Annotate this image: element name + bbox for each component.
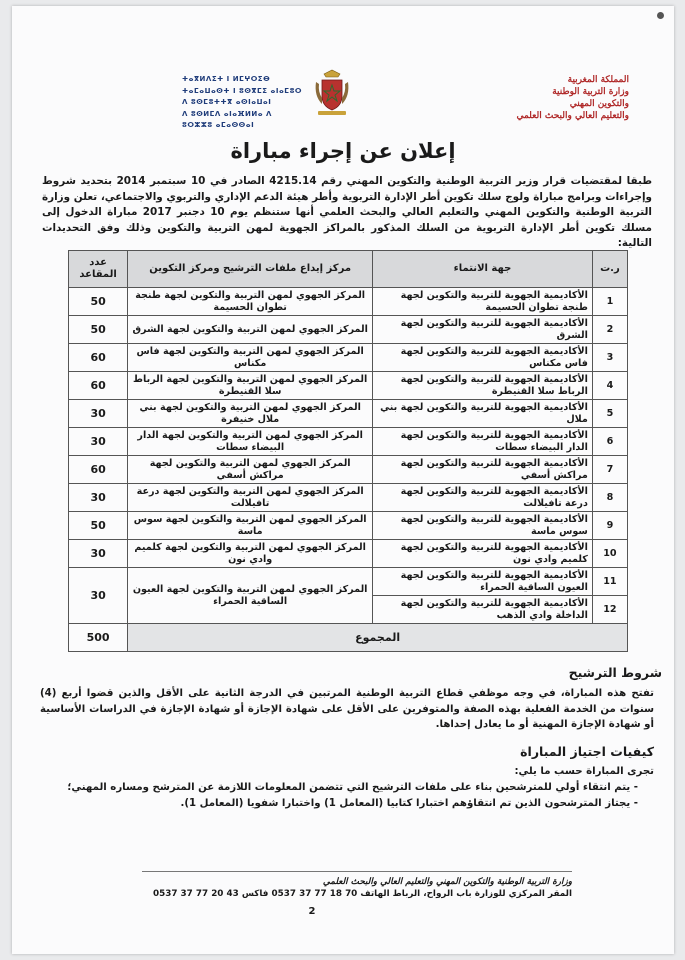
footer-address: المقر المركزي للوزارة باب الرواح، الرباط الهاتف 70 18 77 37 0537 فاكس 43 20 77 37 0537 [152,889,572,899]
academy-cell: الأكاديمية الجهوية للتربية والتكوين لجهة طنجة تطوان الحسيمة [373,288,593,316]
table-body [69,288,628,624]
table-row [69,288,628,316]
academy-cell: الأكاديمية الجهوية للتربية والتكوين لجهة كلميم وادي نون [373,540,593,568]
center-cell: المركز الجهوي لمهن التربية والتكوين لجهة الشرق [128,316,373,344]
conditions-heading: شروط الترشيح [568,665,662,680]
table-row [69,540,628,568]
document-title: إعلان عن إجراء مباراة [230,139,456,163]
table-row [69,484,628,512]
seats-cell: 30 [69,400,128,428]
intro-paragraph: طبقا لمقتضيات قرار وزير التربية الوطنية والتكوين المهني رقم 4215.14 الصادر في 10 سبتمبر 2014 بتحديد شروط وإجراءات وبرامج مباراة ولوج سلك تكوين أطر الإدارة التربوية وأطر هيئة الدعم الإداري والتربوي والاجتماعي، تعلن وزارة التربية الوطنية والتكوين المهني والتعليم العالي والبحث العلمي أنها ستنظم يوم 10 دجنبر 2017 مباراة الدخول إلى مسلك تكوين أطر الإدارة التربوية من السلك المذكور بالمراكز الجهوية لمهن التربية والتكوين وذلك وفق التحديدات التالية: [42,175,652,250]
seats-cell: 60 [69,372,128,400]
header-seats: عدد المقاعد [69,251,128,288]
academy-cell: الأكاديمية الجهوية للتربية والتكوين لجهة الرباط سلا القنيطرة [373,372,593,400]
seats-cell: 30 [69,484,128,512]
table-total-row [69,624,628,652]
header-center: مركز إيداع ملفات الترشيح ومركز التكوين [128,251,373,288]
row-number: 9 [592,512,627,540]
table-row [69,372,628,400]
academy-cell: الأكاديمية الجهوية للتربية والتكوين لجهة الدار البيضاء سطات [373,428,593,456]
academy-cell: الأكاديمية الجهوية للتربية والتكوين لجهة درعة تافيلالت [373,484,593,512]
table-row [69,428,628,456]
academy-cell: الأكاديمية الجهوية للتربية والتكوين لجهة بني ملال [373,400,593,428]
center-cell: المركز الجهوي لمهن التربية والتكوين لجهة درعة تافيلالت [128,484,373,512]
row-number: 11 [592,568,627,596]
table-row [69,316,628,344]
header-number: ر.ت [592,251,627,288]
row-number: 4 [592,372,627,400]
table-row [69,344,628,372]
center-cell: المركز الجهوي لمهن التربية والتكوين لجهة مراكش أسفي [128,456,373,484]
header-academy: جهة الانتماء [373,251,593,288]
center-cell: المركز الجهوي لمهن التربية والتكوين لجهة فاس مكناس [128,344,373,372]
center-cell: المركز الجهوي لمهن التربية والتكوين لجهة العيون الساقية الحمراء [128,568,373,624]
modalities-intro: تجرى المباراة حسب ما يلي: [514,766,654,777]
center-cell: المركز الجهوي لمهن التربية والتكوين لجهة بني ملال خنيفرة [128,400,373,428]
total-value: 500 [69,624,128,652]
row-number: 12 [592,596,627,624]
seats-cell: 50 [69,316,128,344]
seats-cell: 50 [69,288,128,316]
corner-dot [657,12,664,19]
row-number: 6 [592,428,627,456]
total-label: المجموع [128,624,628,652]
academy-cell: الأكاديمية الجهوية للتربية والتكوين لجهة الداخلة وادي الذهب [373,596,593,624]
footer-ministry: وزارة التربية الوطنية والتكوين المهني والتعليم العالي والبحث العلمي [322,877,572,887]
row-number: 2 [592,316,627,344]
table-row [69,568,628,596]
academy-cell: الأكاديمية الجهوية للتربية والتكوين لجهة الشرق [373,316,593,344]
table-row [69,400,628,428]
row-number: 1 [592,288,627,316]
coat-of-arms-icon [312,68,352,118]
academy-cell: الأكاديمية الجهوية للتربية والتكوين لجهة العيون الساقية الحمراء [373,568,593,596]
table-row [69,512,628,540]
conditions-paragraph: تفتح هذه المباراة، في وجه موظفي قطاع التربية الوطنية المرتبين في الدرجة الثانية على الأقل والذين قضوا أربع (4) سنوات من الخدمة الفعلية بهذه الصفة والمتوفرين على الأقل على شهادة الإجازة أو شهادة الإجازة في الدراسات الأساسية أو شهادة الإجازة المهنية أو ما يعادل إحداها. [40,688,654,730]
footer-divider [142,871,572,872]
seats-cell: 30 [69,428,128,456]
seats-cell: 60 [69,344,128,372]
row-number: 3 [592,344,627,372]
row-number: 10 [592,540,627,568]
letterhead [12,64,674,134]
center-cell: المركز الجهوي لمهن التربية والتكوين لجهة الدار البيضاء سطات [128,428,373,456]
academy-cell: الأكاديمية الجهوية للتربية والتكوين لجهة فاس مكناس [373,344,593,372]
modalities-item-1: - يتم انتقاء أولي للمترشحين بناء على ملفات الترشيح التي تتضمن المعلومات اللازمة عن المترشح ومساره المهني؛ [67,782,638,793]
page-number: 2 [308,906,316,917]
table-header-row [69,251,628,288]
seats-cell: 60 [69,456,128,484]
seats-cell: 30 [69,540,128,568]
seats-cell: 50 [69,512,128,540]
center-cell: المركز الجهوي لمهن التربية والتكوين لجهة الرباط سلا القنيطرة [128,372,373,400]
competition-table [68,250,628,652]
ministry-name-arabic: المملكة المغربية وزارة التربية الوطنية والتكوين المهني والتعليم العالي والبحث العلمي [516,75,629,121]
modalities-heading: كيفيات اجتياز المباراة [520,744,654,759]
table-row [69,456,628,484]
academy-cell: الأكاديمية الجهوية للتربية والتكوين لجهة سوس ماسة [373,512,593,540]
academy-cell: الأكاديمية الجهوية للتربية والتكوين لجهة مراكش أسفي [373,456,593,484]
ministry-name-tifinagh: ⵜⴰⴳⵍⴷⵉⵜ ⵏ ⵍⵎⵖⵔⵉⴱ ⵜⴰⵎⴰⵡⴰⵙⵜ ⵏ ⵓⵙⴳⵎⵉ ⴰⵏⴰⵎⵓⵔ ⴷ ⵓⵙⵎⵓⵜⵜⴳ ⴰⵙⵏⴰⵡⴰⵏ ⴷ ⵓⵙⵍⵎⴷ ⴰⵏⴰⴼⵍⵍⴰ ⴷ ⵓⵔⵣⵣⵓ ⴰⵎⴰⵙⵙⴰⵏ [182,75,302,129]
seats-cell: 30 [69,568,128,624]
modalities-item-2: - يجتاز المترشحون الذين تم انتقاؤهم اختبارا كتابيا (المعامل 1) واختبارا شفويا (المعامل 1). [180,798,638,809]
document-page [12,6,674,954]
center-cell: المركز الجهوي لمهن التربية والتكوين لجهة كلميم وادي نون [128,540,373,568]
center-cell: المركز الجهوي لمهن التربية والتكوين لجهة طنجة تطوان الحسيمة [128,288,373,316]
footer [142,876,572,900]
row-number: 5 [592,400,627,428]
center-cell: المركز الجهوي لمهن التربية والتكوين لجهة سوس ماسة [128,512,373,540]
row-number: 8 [592,484,627,512]
row-number: 7 [592,456,627,484]
